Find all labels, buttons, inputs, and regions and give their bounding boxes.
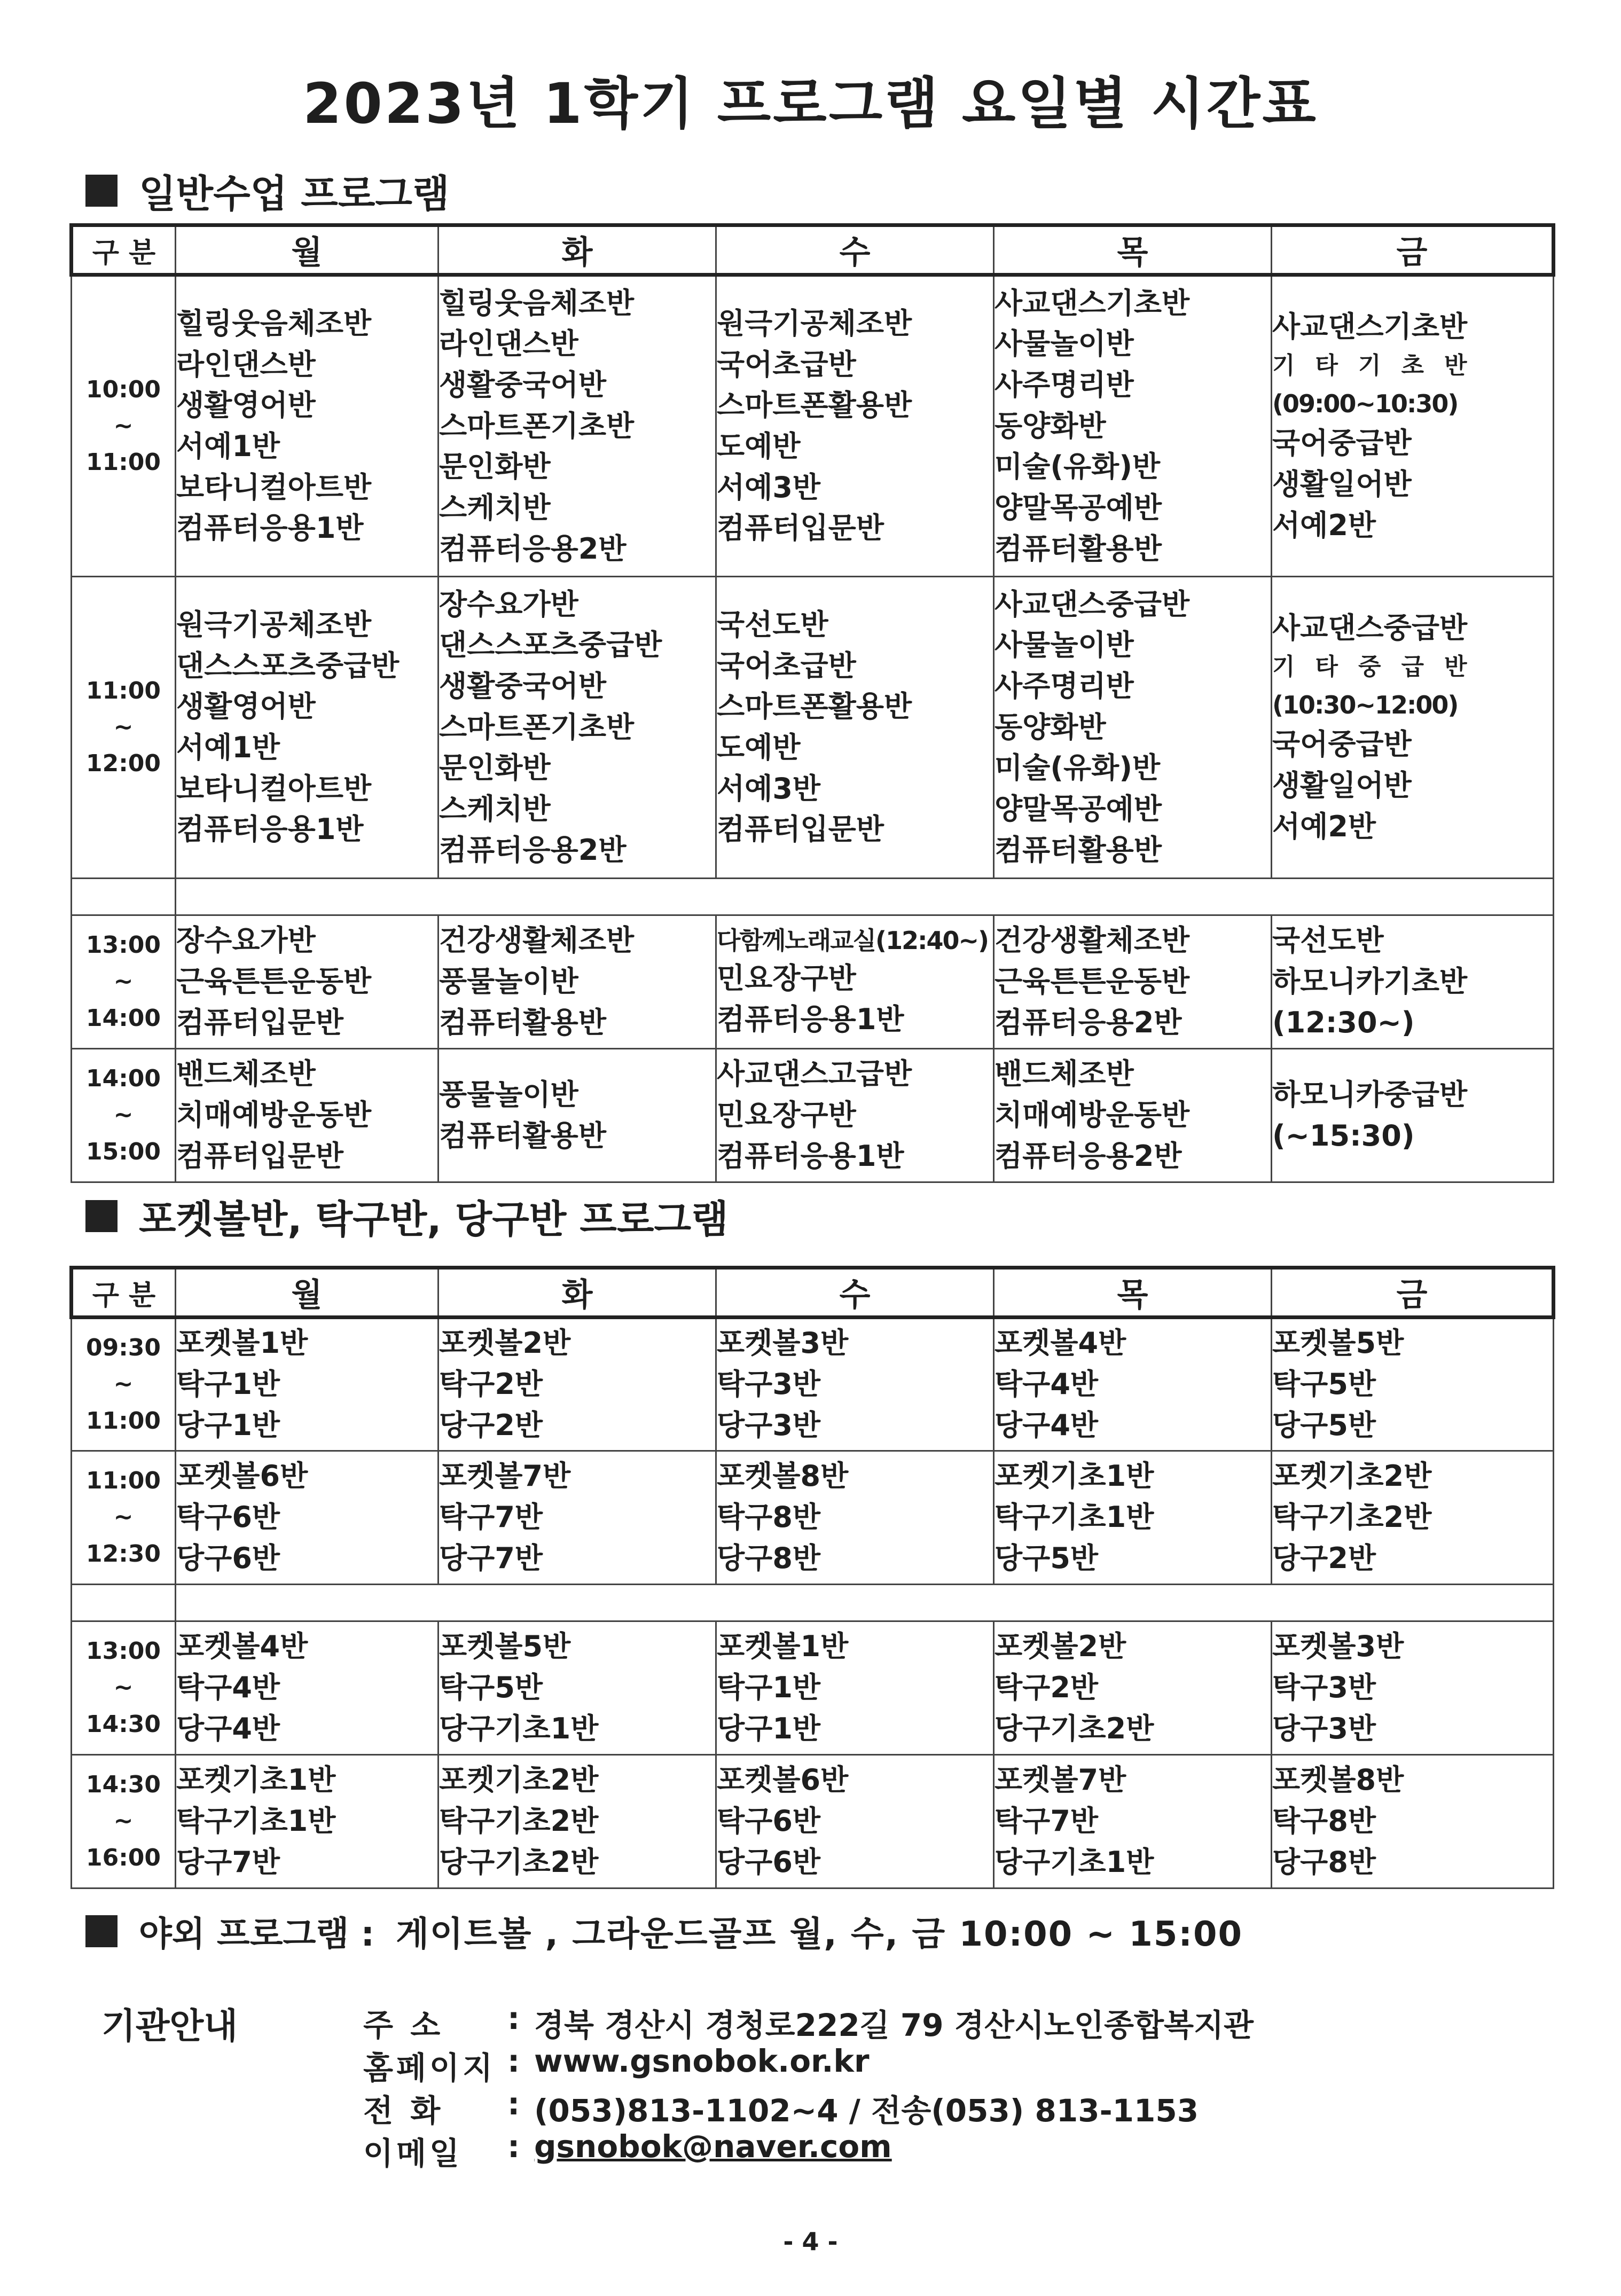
time-text: ~ bbox=[113, 1101, 134, 1129]
class-name: 컴퓨터활용반 bbox=[994, 531, 1162, 566]
schedule-cell-thu bbox=[994, 1318, 1272, 1451]
class-name: 서예3반 bbox=[717, 470, 821, 504]
time-text: 11:00 bbox=[85, 1467, 161, 1495]
schedule-cell-tue bbox=[438, 1755, 716, 1888]
class-name: 원극기공체조반 bbox=[717, 306, 912, 340]
time-cell bbox=[72, 915, 176, 1049]
class-name: 탁구기초1반 bbox=[176, 1804, 336, 1838]
class-name: 컴퓨터입문반 bbox=[717, 812, 884, 847]
class-name: 라인댄스반 bbox=[176, 347, 316, 381]
schedule-cell-wed bbox=[716, 1049, 994, 1182]
class-name: 탁구기초1반 bbox=[994, 1500, 1154, 1534]
time-text: 14:30 bbox=[85, 1710, 161, 1738]
class-name: 건강생활체조반 bbox=[994, 923, 1190, 958]
schedule-cell-tue bbox=[438, 915, 716, 1049]
time-text: 15:00 bbox=[85, 1138, 161, 1165]
class-name: 컴퓨터응용1반 bbox=[717, 1139, 904, 1173]
schedule-cell-mon bbox=[176, 1755, 438, 1888]
class-name: 미술(유화)반 bbox=[994, 751, 1161, 785]
class-name: 포켓볼5반 bbox=[1272, 1326, 1404, 1360]
time-text: 14:00 bbox=[85, 1065, 161, 1093]
class-name: 사교댄스고급반 bbox=[717, 1057, 912, 1091]
class-name: 컴퓨터응용2반 bbox=[439, 833, 627, 867]
homepage-link[interactable]: www.gsnobok.or.kr bbox=[534, 2043, 870, 2079]
class-name: 보타니컬아트반 bbox=[176, 470, 372, 504]
class-name: 컴퓨터입문반 bbox=[717, 511, 884, 545]
email-label: 이메일 bbox=[363, 2135, 463, 2172]
address-value: 경북 경산시 경청로222길 79 경산시노인종합복지관 bbox=[534, 2007, 1254, 2043]
schedule-cell-mon bbox=[176, 577, 438, 879]
time-text: 12:30 bbox=[85, 1540, 161, 1568]
class-name: 포켓볼7반 bbox=[994, 1763, 1126, 1797]
class-name: (12:30~) bbox=[1272, 1005, 1415, 1039]
class-name: 국어초급반 bbox=[717, 347, 856, 381]
header-day-tue: 화 bbox=[438, 1268, 716, 1318]
class-name: 포켓볼7반 bbox=[439, 1459, 571, 1493]
schedule-cell-thu bbox=[994, 915, 1272, 1049]
schedule-cell-mon bbox=[176, 1451, 438, 1585]
page-title: 2023년 1학기 프로그램 요일별 시간표 bbox=[303, 71, 1318, 136]
schedule-cell-mon bbox=[176, 1318, 438, 1451]
class-name: 탁구2반 bbox=[439, 1367, 543, 1401]
class-name: 탁구8반 bbox=[717, 1500, 821, 1534]
header-day-wed: 수 bbox=[716, 225, 994, 275]
class-name: 당구기초1반 bbox=[994, 1845, 1154, 1879]
schedule-cell-mon bbox=[176, 1621, 438, 1755]
table-row bbox=[72, 1755, 1554, 1888]
class-name: 포켓볼4반 bbox=[176, 1629, 308, 1664]
class-name: 사물놀이반 bbox=[994, 628, 1134, 662]
lunch-break-row bbox=[72, 879, 1554, 915]
class-name: 서예2반 bbox=[1272, 508, 1376, 542]
class-name: 컴퓨터응용1반 bbox=[717, 1002, 904, 1037]
class-name: 당구4반 bbox=[176, 1711, 280, 1745]
class-name: 다함께노래교실(12:40~) bbox=[717, 926, 989, 955]
schedule-cell-mon bbox=[176, 275, 438, 577]
class-name: (~15:30) bbox=[1272, 1118, 1415, 1153]
class-name: 생활중국어반 bbox=[439, 367, 606, 402]
schedule-cell-wed bbox=[716, 1318, 994, 1451]
schedule-cell-thu bbox=[994, 1755, 1272, 1888]
class-name: 탁구6반 bbox=[717, 1804, 821, 1838]
class-name: 국선도반 bbox=[1272, 923, 1384, 958]
time-cell bbox=[72, 577, 176, 879]
time-text: 13:00 bbox=[85, 1637, 161, 1665]
phone-label: 전 화 bbox=[363, 2093, 444, 2129]
schedule-cell-fri bbox=[1272, 1318, 1554, 1451]
class-name: 컴퓨터활용반 bbox=[439, 1118, 606, 1153]
class-name: 컴퓨터응용1반 bbox=[176, 812, 364, 847]
class-name: 장수요가반 bbox=[176, 923, 316, 958]
phone-row: 전 화 : (053)813-1102~4 / 전송(053) 813-1153 bbox=[363, 2086, 1199, 2129]
class-name: 사교댄스중급반 bbox=[994, 587, 1190, 621]
class-name: 당구7반 bbox=[176, 1845, 280, 1879]
class-name: 근육튼튼운동반 bbox=[176, 965, 372, 999]
class-name: 당구8반 bbox=[717, 1541, 821, 1575]
class-name: 문인화반 bbox=[439, 751, 551, 785]
class-name: 사물놀이반 bbox=[994, 327, 1134, 361]
class-name: 국어중급반 bbox=[1272, 426, 1412, 460]
class-name: 민요장구반 bbox=[717, 1098, 856, 1132]
class-name: 동양화반 bbox=[994, 710, 1106, 744]
square-bullet-icon bbox=[85, 175, 118, 207]
header-day-mon: 월 bbox=[176, 225, 438, 275]
class-name: 풍물놀이반 bbox=[439, 1077, 578, 1111]
time-text: 11:00 bbox=[85, 449, 161, 476]
class-name: 생활영어반 bbox=[176, 689, 316, 724]
class-name: (10:30~12:00) bbox=[1272, 690, 1458, 719]
class-name: 포켓볼3반 bbox=[717, 1326, 849, 1360]
class-name: 탁구1반 bbox=[176, 1367, 280, 1401]
phone-value: (053)813-1102~4 / 전송(053) 813-1153 bbox=[534, 2093, 1199, 2129]
time-cell bbox=[72, 1451, 176, 1585]
time-text: ~ bbox=[113, 1674, 134, 1702]
time-cell bbox=[72, 1049, 176, 1182]
schedule-cell-tue bbox=[438, 1621, 716, 1755]
table-header-row bbox=[72, 1268, 1554, 1318]
class-name: 당구2반 bbox=[1272, 1541, 1376, 1575]
class-name: 당구4반 bbox=[994, 1408, 1099, 1442]
class-name: 당구8반 bbox=[1272, 1845, 1376, 1879]
time-text: ~ bbox=[113, 1370, 134, 1398]
empty-cell bbox=[176, 879, 1554, 915]
time-cell bbox=[72, 1318, 176, 1451]
class-name: 포켓기초2반 bbox=[1272, 1459, 1432, 1493]
schedule-cell-tue bbox=[438, 1049, 716, 1182]
time-cell bbox=[72, 275, 176, 577]
time-text: ~ bbox=[113, 968, 134, 996]
class-name: 생활일어반 bbox=[1272, 467, 1412, 501]
email-link[interactable]: gsnobok@naver.com bbox=[534, 2128, 892, 2165]
class-name: 당구2반 bbox=[439, 1408, 543, 1442]
time-text: 16:00 bbox=[85, 1844, 161, 1871]
class-name: 탁구7반 bbox=[439, 1500, 543, 1534]
table-row bbox=[72, 1318, 1554, 1451]
class-name: 민요장구반 bbox=[717, 961, 856, 996]
class-name: 댄스스포츠중급반 bbox=[439, 628, 662, 662]
class-name: 하모니카중급반 bbox=[1272, 1077, 1468, 1111]
class-name: 탁구5반 bbox=[1272, 1367, 1376, 1401]
lunch-break-row bbox=[72, 1585, 1554, 1621]
class-name: 당구1반 bbox=[717, 1711, 821, 1745]
billiards-schedule-table bbox=[69, 1266, 1555, 1889]
schedule-cell-thu bbox=[994, 1621, 1272, 1755]
class-name: 당구3반 bbox=[717, 1408, 821, 1442]
class-name: 라인댄스반 bbox=[439, 327, 578, 361]
class-name: 포켓볼2반 bbox=[994, 1629, 1126, 1664]
class-name: 컴퓨터활용반 bbox=[994, 833, 1162, 867]
header-day-thu: 목 bbox=[994, 1268, 1272, 1318]
info-heading: 기관안내 bbox=[101, 2005, 238, 2047]
class-name: 포켓기초2반 bbox=[439, 1763, 599, 1797]
class-name: 당구1반 bbox=[176, 1408, 280, 1442]
time-text: 11:00 bbox=[85, 1407, 161, 1435]
schedule-cell-fri bbox=[1272, 1049, 1554, 1182]
class-name: 미술(유화)반 bbox=[994, 450, 1161, 484]
section-heading-general bbox=[85, 163, 449, 218]
class-name: 양말목공예반 bbox=[994, 491, 1162, 524]
class-name: 컴퓨터입문반 bbox=[176, 1005, 343, 1039]
class-name: 당구기초1반 bbox=[439, 1711, 599, 1745]
empty-cell bbox=[72, 879, 176, 915]
schedule-cell-fri bbox=[1272, 915, 1554, 1049]
class-name: 당구7반 bbox=[439, 1541, 543, 1575]
time-text: 09:30 bbox=[85, 1334, 161, 1362]
schedule-cell-wed bbox=[716, 577, 994, 879]
class-name: 사교댄스중급반 bbox=[1272, 610, 1468, 645]
class-name: (09:00~10:30) bbox=[1272, 389, 1458, 418]
class-name: 탁구6반 bbox=[176, 1500, 280, 1534]
page-number: - 4 - bbox=[783, 2227, 838, 2256]
table-row bbox=[72, 1049, 1554, 1182]
schedule-cell-mon bbox=[176, 915, 438, 1049]
square-bullet-icon bbox=[85, 1915, 118, 1947]
class-name: 포켓볼1반 bbox=[176, 1326, 308, 1360]
class-name: 포켓볼2반 bbox=[439, 1326, 571, 1360]
section-title: 포켓볼반, 탁구반, 당구반 프로그램 bbox=[139, 1197, 729, 1242]
header-day-mon: 월 bbox=[176, 1268, 438, 1318]
class-name: 사주명리반 bbox=[994, 669, 1134, 703]
schedule-cell-mon bbox=[176, 1049, 438, 1182]
schedule-cell-wed bbox=[716, 1451, 994, 1585]
class-name: 컴퓨터응용2반 bbox=[994, 1139, 1182, 1173]
header-day-fri: 금 bbox=[1272, 1268, 1554, 1318]
class-name: 밴드체조반 bbox=[176, 1057, 316, 1091]
schedule-cell-thu bbox=[994, 577, 1272, 879]
class-name: 장수요가반 bbox=[439, 587, 578, 621]
class-name: 컴퓨터응용1반 bbox=[176, 511, 364, 545]
class-name: 당구6반 bbox=[176, 1541, 280, 1575]
header-category: 구 분 bbox=[72, 1268, 176, 1318]
class-name: 서예3반 bbox=[717, 771, 821, 805]
class-name: 컴퓨터응용2반 bbox=[439, 531, 627, 566]
class-name: 생활중국어반 bbox=[439, 669, 606, 703]
class-name: 포켓볼8반 bbox=[1272, 1763, 1404, 1797]
class-name: 힐링웃음체조반 bbox=[439, 286, 635, 320]
outdoor-program bbox=[85, 1907, 1243, 1956]
section-title: 일반수업 프로그램 bbox=[139, 171, 450, 216]
schedule-cell-fri bbox=[1272, 1621, 1554, 1755]
class-name: 원극기공체조반 bbox=[176, 607, 372, 641]
time-cell bbox=[72, 1755, 176, 1888]
address-label: 주 소 bbox=[363, 2007, 444, 2043]
schedule-cell-wed bbox=[716, 1621, 994, 1755]
class-name: 서예1반 bbox=[176, 429, 280, 463]
class-name: 생활영어반 bbox=[176, 388, 316, 422]
table-row bbox=[72, 1621, 1554, 1755]
class-name: 기타중급반 bbox=[1272, 653, 1487, 681]
time-text: ~ bbox=[113, 713, 134, 741]
time-text: 11:00 bbox=[85, 677, 161, 704]
class-name: 탁구2반 bbox=[994, 1671, 1099, 1705]
class-name: 당구5반 bbox=[1272, 1408, 1376, 1442]
class-name: 건강생활체조반 bbox=[439, 923, 635, 958]
class-name: 컴퓨터입문반 bbox=[176, 1139, 343, 1173]
class-name: 포켓기초1반 bbox=[994, 1459, 1154, 1493]
schedule-cell-wed bbox=[716, 275, 994, 577]
class-name: 문인화반 bbox=[439, 450, 551, 484]
info-block bbox=[363, 2000, 1254, 2171]
class-name: 풍물놀이반 bbox=[439, 965, 578, 999]
class-name: 국어중급반 bbox=[1272, 727, 1412, 762]
class-name: 도예반 bbox=[717, 429, 801, 463]
class-name: 탁구기초2반 bbox=[1272, 1500, 1432, 1534]
header-category: 구 분 bbox=[72, 225, 176, 275]
table-row bbox=[72, 915, 1554, 1049]
table-row bbox=[72, 1451, 1554, 1585]
class-name: 컴퓨터응용2반 bbox=[994, 1005, 1182, 1039]
class-name: 포켓볼6반 bbox=[176, 1459, 308, 1493]
class-name: 스마트폰활용반 bbox=[717, 388, 912, 422]
header-day-tue: 화 bbox=[438, 225, 716, 275]
class-name: 포켓볼3반 bbox=[1272, 1629, 1404, 1664]
outdoor-text: 게이트볼 , 그라운드골프 월, 수, 금 10:00 ~ 15:00 bbox=[396, 1915, 1243, 1954]
class-name: 스케치반 bbox=[439, 491, 551, 524]
time-text: ~ bbox=[113, 1503, 134, 1531]
class-name: 탁구기초2반 bbox=[439, 1804, 599, 1838]
schedule-cell-thu bbox=[994, 1451, 1272, 1585]
class-name: 기타기초반 bbox=[1272, 352, 1487, 380]
class-name: 포켓볼5반 bbox=[439, 1629, 571, 1664]
empty-cell bbox=[176, 1585, 1554, 1621]
class-name: 탁구7반 bbox=[994, 1804, 1099, 1838]
class-name: 근육튼튼운동반 bbox=[994, 965, 1190, 999]
table-row bbox=[72, 275, 1554, 577]
time-text: ~ bbox=[113, 1807, 134, 1835]
class-name: 포켓볼1반 bbox=[717, 1629, 849, 1664]
class-name: 스마트폰기초반 bbox=[439, 409, 635, 443]
homepage-row: 홈페이지 : www.gsnobok.or.kr bbox=[363, 2043, 870, 2086]
homepage-label: 홈페이지 bbox=[363, 2050, 496, 2086]
class-name: 스케치반 bbox=[439, 792, 551, 826]
class-name: 밴드체조반 bbox=[994, 1057, 1134, 1091]
schedule-cell-thu bbox=[994, 1049, 1272, 1182]
time-text: 14:00 bbox=[85, 1004, 161, 1032]
class-name: 포켓볼6반 bbox=[717, 1763, 849, 1797]
class-name: 스마트폰활용반 bbox=[717, 689, 912, 724]
schedule-cell-wed bbox=[716, 1755, 994, 1888]
class-name: 보타니컬아트반 bbox=[176, 771, 372, 805]
schedule-cell-tue bbox=[438, 577, 716, 879]
schedule-cell-wed bbox=[716, 915, 994, 1049]
header-day-fri: 금 bbox=[1272, 225, 1554, 275]
empty-cell bbox=[72, 1585, 176, 1621]
schedule-cell-tue bbox=[438, 1451, 716, 1585]
time-cell bbox=[72, 1621, 176, 1755]
time-text: 13:00 bbox=[85, 931, 161, 959]
class-name: 당구기초2반 bbox=[994, 1711, 1154, 1745]
class-name: 서예2반 bbox=[1272, 809, 1376, 843]
class-name: 생활일어반 bbox=[1272, 768, 1412, 802]
class-name: 사교댄스기초반 bbox=[1272, 309, 1468, 343]
class-name: 포켓볼4반 bbox=[994, 1326, 1126, 1360]
class-name: 힐링웃음체조반 bbox=[176, 306, 372, 340]
time-text: 14:30 bbox=[85, 1771, 161, 1799]
general-schedule-table bbox=[69, 223, 1555, 1183]
class-name: 포켓볼8반 bbox=[717, 1459, 849, 1493]
class-name: 탁구3반 bbox=[1272, 1671, 1376, 1705]
schedule-cell-fri bbox=[1272, 577, 1554, 879]
schedule-cell-tue bbox=[438, 1318, 716, 1451]
class-name: 사주명리반 bbox=[994, 367, 1134, 402]
time-text: 12:00 bbox=[85, 750, 161, 778]
class-name: 당구5반 bbox=[994, 1541, 1099, 1575]
class-name: 양말목공예반 bbox=[994, 792, 1162, 826]
schedule-cell-fri bbox=[1272, 275, 1554, 577]
class-name: 당구6반 bbox=[717, 1845, 821, 1879]
schedule-cell-thu bbox=[994, 275, 1272, 577]
class-name: 하모니카기초반 bbox=[1272, 965, 1468, 999]
class-name: 탁구5반 bbox=[439, 1671, 543, 1705]
table-row bbox=[72, 577, 1554, 879]
class-name: 댄스스포츠중급반 bbox=[176, 648, 400, 683]
time-text: ~ bbox=[113, 412, 134, 440]
class-name: 탁구1반 bbox=[717, 1671, 821, 1705]
header-day-wed: 수 bbox=[716, 1268, 994, 1318]
square-bullet-icon bbox=[85, 1200, 118, 1232]
class-name: 동양화반 bbox=[994, 409, 1106, 443]
class-name: 도예반 bbox=[717, 731, 801, 764]
class-name: 국선도반 bbox=[717, 607, 828, 641]
time-text: 10:00 bbox=[85, 375, 161, 403]
class-name: 탁구4반 bbox=[176, 1671, 280, 1705]
email-row: 이메일 : gsnobok@naver.com bbox=[363, 2128, 892, 2172]
class-name: 당구3반 bbox=[1272, 1711, 1376, 1745]
class-name: 탁구4반 bbox=[994, 1367, 1099, 1401]
class-name: 사교댄스기초반 bbox=[994, 286, 1190, 320]
header-day-thu: 목 bbox=[994, 225, 1272, 275]
class-name: 포켓기초1반 bbox=[176, 1763, 336, 1797]
class-name: 치매예방운동반 bbox=[176, 1098, 372, 1132]
class-name: 국어초급반 bbox=[717, 648, 856, 683]
table-header-row bbox=[72, 225, 1554, 275]
class-name: 탁구8반 bbox=[1272, 1804, 1376, 1838]
schedule-cell-fri bbox=[1272, 1451, 1554, 1585]
class-name: 치매예방운동반 bbox=[994, 1098, 1190, 1132]
section-heading-billiards bbox=[85, 1188, 729, 1244]
class-name: 스마트폰기초반 bbox=[439, 710, 635, 744]
schedule-cell-fri bbox=[1272, 1755, 1554, 1888]
class-name: 당구기초2반 bbox=[439, 1845, 599, 1879]
outdoor-label: 야외 프로그램 : bbox=[139, 1915, 375, 1954]
class-name: 탁구3반 bbox=[717, 1367, 821, 1401]
address-row: 주 소 : 경북 경산시 경청로222길 79 경산시노인종합복지관 bbox=[363, 2000, 1254, 2043]
class-name: 서예1반 bbox=[176, 731, 280, 764]
class-name: 컴퓨터활용반 bbox=[439, 1005, 606, 1039]
schedule-cell-tue bbox=[438, 275, 716, 577]
